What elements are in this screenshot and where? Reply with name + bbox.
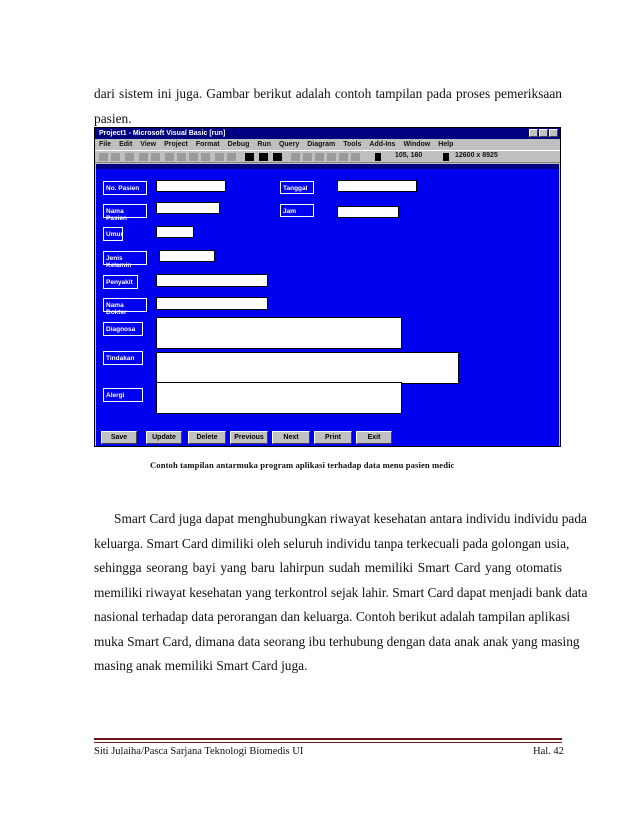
footer-author: Siti Julaiha/Pasca Sarjana Teknologi Biomedis UI: [94, 746, 304, 757]
body-line-3: sehingga seorang bayi yang baru lahirpun sudah memiliki Smart Card yang otomatis: [94, 560, 562, 575]
input-no-pasien[interactable]: [156, 180, 226, 192]
intro-line-2: pasien.: [94, 110, 132, 126]
toolbox-icon[interactable]: [339, 153, 348, 161]
next-button[interactable]: Next: [272, 431, 310, 444]
label-diagnosa: Diagnosa: [103, 322, 143, 336]
menu-view[interactable]: View: [140, 141, 157, 148]
redo-icon[interactable]: [227, 153, 236, 161]
input-alergi[interactable]: [156, 382, 402, 414]
menu-file[interactable]: File: [99, 141, 112, 148]
input-nama-pasien[interactable]: [156, 202, 220, 214]
label-jam: Jam: [280, 204, 314, 217]
menu-diagram[interactable]: Diagram: [307, 141, 336, 148]
size-readout: 12600 x 8925: [455, 152, 498, 159]
maximize-icon[interactable]: [539, 129, 548, 137]
update-button[interactable]: Update: [146, 431, 182, 444]
vb-screenshot: [94, 127, 561, 447]
start-icon[interactable]: [245, 153, 254, 161]
input-penyakit[interactable]: [156, 274, 268, 287]
input-jam[interactable]: [337, 206, 399, 218]
input-diagnosa[interactable]: [156, 317, 402, 349]
vb-toolbar: [95, 150, 560, 163]
label-no-pasien: No. Pasien: [103, 181, 147, 195]
page-number: Hal. 42: [533, 746, 564, 757]
menu-run[interactable]: Run: [257, 141, 271, 148]
menu-editor-icon[interactable]: [125, 153, 134, 161]
label-penyakit: Penyakit: [103, 275, 138, 289]
position-icon: [375, 153, 381, 161]
find-icon[interactable]: [201, 153, 210, 161]
footer-rule: [94, 738, 562, 740]
data-view-icon[interactable]: [351, 153, 360, 161]
menu-help[interactable]: Help: [438, 141, 454, 148]
input-tanggal[interactable]: [337, 180, 417, 192]
menu-tools[interactable]: Tools: [343, 141, 362, 148]
label-nama-pasien: Nama Pasien: [103, 204, 147, 218]
label-tanggal: Tanggal: [280, 181, 314, 194]
body-line-1: Smart Card juga dapat menghubungkan riwayat kesehatan antara individu individu pada: [114, 511, 588, 526]
pasien-form: [96, 164, 559, 446]
break-icon[interactable]: [259, 153, 268, 161]
figure-caption: Contoh tampilan antarmuka program aplikasi terhadap data menu pasien medic: [150, 460, 455, 470]
form-layout-icon[interactable]: [315, 153, 324, 161]
label-umur: Umur: [103, 227, 123, 241]
menu-debug[interactable]: Debug: [227, 141, 250, 148]
menu-edit[interactable]: Edit: [119, 141, 133, 148]
input-jenis-kelamin[interactable]: [159, 250, 215, 262]
input-tindakan[interactable]: [156, 352, 459, 384]
intro-line-1: dari sistem ini juga. Gambar berikut adalah contoh tampilan pada proses pemeriksaan: [94, 86, 562, 101]
cut-icon[interactable]: [165, 153, 174, 161]
previous-button[interactable]: Previous: [230, 431, 268, 444]
minimize-icon[interactable]: [529, 129, 538, 137]
body-line-4: memiliki riwayat kesehatan yang terkontrol sejak lahir. Smart Card dapat menjadi bank data: [94, 584, 588, 600]
open-icon[interactable]: [139, 153, 148, 161]
save-icon[interactable]: [151, 153, 160, 161]
stop-icon[interactable]: [273, 153, 282, 161]
close-icon[interactable]: [549, 129, 558, 137]
size-icon: [443, 153, 449, 161]
delete-button[interactable]: Delete: [188, 431, 226, 444]
body-line-2: keluarga. Smart Card dimiliki oleh seluruh individu tanpa terkecuali pada golongan usia,: [94, 535, 570, 551]
menu-format[interactable]: Format: [195, 141, 220, 148]
label-alergi: Alergi: [103, 388, 143, 402]
body-line-5: nasional terhadap data perorangan dan keluarga. Contoh berikut adalah tampilan aplikasi: [94, 609, 571, 624]
label-tindakan: Tindakan: [103, 351, 143, 365]
form-titlebar: [96, 164, 559, 169]
menu-window[interactable]: Window: [403, 141, 431, 148]
position-readout: 105, 160: [395, 152, 423, 159]
paste-icon[interactable]: [189, 153, 198, 161]
project-explorer-icon[interactable]: [291, 153, 300, 161]
vb-menubar: [95, 139, 560, 150]
footer-rule-thin: [94, 742, 562, 743]
vb-title-text: Project1 - Microsoft Visual Basic [run]: [99, 130, 226, 137]
print-button[interactable]: Print: [314, 431, 352, 444]
body-line-7: masing anak memiliki Smart Card juga.: [94, 658, 308, 673]
add-form-icon[interactable]: [111, 153, 120, 161]
label-jenis-kelamin: Jenis Kelamin: [103, 251, 147, 265]
add-project-icon[interactable]: [99, 153, 108, 161]
menu-query[interactable]: Query: [278, 141, 300, 148]
input-nama-dokter[interactable]: [156, 297, 268, 310]
menu-project[interactable]: Project: [164, 141, 188, 148]
object-browser-icon[interactable]: [327, 153, 336, 161]
intro-paragraph: [94, 82, 562, 131]
vb-titlebar: [95, 128, 560, 139]
copy-icon[interactable]: [177, 153, 186, 161]
properties-icon[interactable]: [303, 153, 312, 161]
label-nama-dokter: Nama Dokter: [103, 298, 147, 312]
undo-icon[interactable]: [215, 153, 224, 161]
body-line-6: muka Smart Card, dimana data seorang ibu terhubung dengan data anak anak yang masing: [94, 633, 580, 649]
menu-addins[interactable]: Add-Ins: [369, 141, 396, 148]
save-button[interactable]: Save: [101, 431, 137, 444]
input-umur[interactable]: [156, 226, 194, 238]
body-paragraph: [94, 507, 588, 679]
exit-button[interactable]: Exit: [356, 431, 392, 444]
